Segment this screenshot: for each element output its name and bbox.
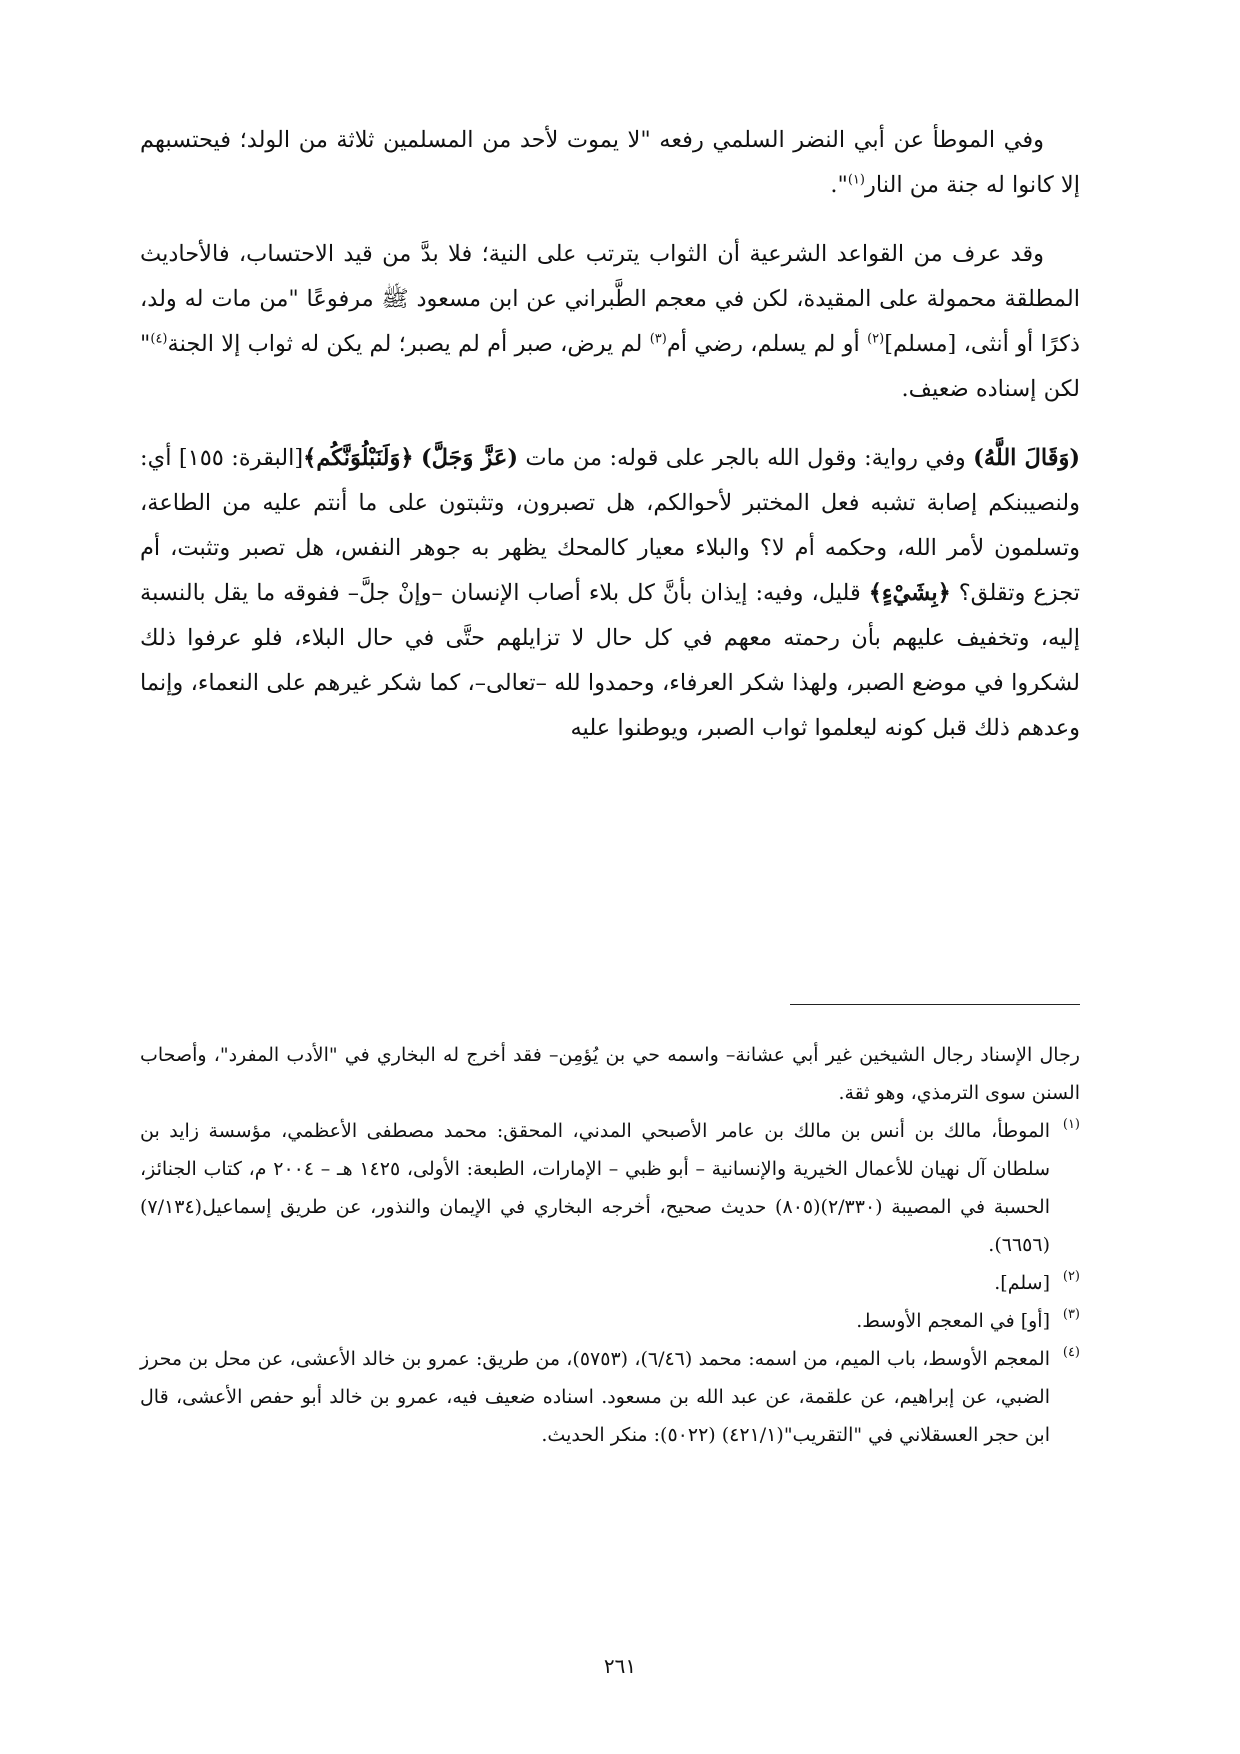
quran-quote: ﴿بِشَيْءٍ﴾ [868, 580, 951, 606]
paragraph-text: قليل، وفيه: إيذان بأنَّ كل بلاء أصاب الإنسان –وإنْ جلَّ– ففوقه ما يقل بالنسبة إليه، وتخفيف عليهم بأن رحمته معهم في كل حال لا تزايلهم حتَّى في حال البلاء، فلو عرفوا ذلك لشكروا في موضع الصبر، ولهذا شكر العرفاء، وحمدوا لله –تعالى–، كما شكر غيرهم على النعماء، وإنما وعدهم ذلك قبل كونه ليعلموا ثواب الصبر، ويوطنوا عليه [140, 580, 1080, 741]
paragraph-text: لم يرض، صبر أم لم يصبر؛ لم يكن له ثواب إلا الجنة [167, 331, 650, 357]
paragraph-text: ". [830, 172, 848, 198]
footnote-text: المعجم الأوسط، باب الميم، من اسمه: محمد (٦/٤٦)، (٥٧٥٣)، من طريق: عمرو بن خالد الأعشى، عن محل بن محرز الضبي، عن إبراهيم، عن علقمة، عن عبد الله بن مسعود. اسناده ضعيف فيه، عمرو بن خالد أبو حفص الأعشى، قال ابن حجر العسقلاني في "التقريب"(٤٢١/١) (٥٠٢٢): منكر الحديث. [140, 1348, 1050, 1446]
paragraph-muwatta [140, 118, 1080, 208]
footnote-3 [140, 1302, 1080, 1340]
bold-phrase: (وَقَالَ اللَّهُ) [973, 445, 1080, 471]
paragraph-intention [140, 232, 1080, 412]
paragraph-text: [البقرة: ١٥٥] أي: ولنصيبنكم إصابة تشبه فعل المختبر لأحوالكم، هل تصبرون، وتثبتون على ما أنتم عليه من الطاعة، وتسلمون لأمر الله، وحكمه أم لا؟ والبلاء معيار كالمحك يظهر به جوهر النفس، هل تصبر وتثبت، أم تجزع وتقلق؟ [140, 445, 1080, 606]
main-text [140, 118, 1080, 751]
footnote-4 [140, 1340, 1080, 1454]
paragraph-text: أو لم يسلم، رضي أم [666, 331, 868, 357]
footnote-number: (٤) [1062, 1345, 1080, 1360]
footnote-2 [140, 1264, 1080, 1302]
footnote-number: (٢) [1062, 1269, 1080, 1284]
paragraph-text: " لكن إسناده ضعيف. [140, 331, 1080, 402]
footnote-ref-1[interactable]: (١) [847, 172, 865, 188]
paragraph-text [414, 445, 421, 471]
quran-quote: ﴿وَلَنَبْلُوَنَّكُم﴾ [303, 445, 414, 471]
footnote-text: [أو] في المعجم الأوسط. [856, 1310, 1050, 1332]
footnotes [140, 1036, 1080, 1454]
paragraph-text: وفي رواية: وقول الله بالجر على قوله: من مات [517, 445, 974, 471]
page-number: ٢٦١ [603, 1654, 637, 1678]
footnote-ref-3[interactable]: (٣) [649, 331, 667, 347]
footnote-1 [140, 1112, 1080, 1264]
paragraph-text: وفي الموطأ عن أبي النضر السلمي رفعه "لا يموت لأحد من المسلمين ثلاثة من الولد؛ فيحتسبهم إلا كانوا له جنة من النار [140, 127, 1080, 198]
footnote-ref-2[interactable]: (٢) [867, 331, 885, 347]
footnote-text: الموطأ، مالك بن أنس بن مالك بن عامر الأصبحي المدني، المحقق: محمد مصطفى الأعظمي، مؤسسة زايد بن سلطان آل نهيان للأعمال الخيرية والإنسانية – أبو ظبي – الإمارات، الطبعة: الأولى، ١٤٢٥ هـ – ٢٠٠٤ م، كتاب الجنائز، الحسبة في المصيبة (٢/٣٣٠)(٨٠٥) حديث صحيح، أخرجه البخاري في الإيمان والنذور، عن طريق إسماعيل(٧/١٣٤)(٦٦٥٦). [140, 1120, 1050, 1256]
footnote-ref-4[interactable]: (٤) [150, 331, 168, 347]
paragraph-quran-commentary [140, 436, 1080, 751]
footnote-number: (١) [1062, 1117, 1080, 1132]
bold-phrase: (عَزَّ وَجَلَّ) [420, 445, 518, 471]
footnote-separator [790, 1004, 1080, 1005]
footnote-number: (٣) [1062, 1307, 1080, 1322]
footnote-text: [سلم]. [994, 1272, 1050, 1294]
footnote-continuation: رجال الإسناد رجال الشيخين غير أبي عشانة– واسمه حي بن يُؤمِن– فقد أخرج له البخاري في "الأدب المفرد"، وأصحاب السنن سوى الترمذي، وهو ثقة. [140, 1044, 1080, 1104]
paragraph-text: وقد عرف من القواعد الشرعية أن الثواب يترتب على النية؛ فلا بدَّ من قيد الاحتساب، فالأحاديث المطلقة محمولة على المقيدة، لكن في معجم الطَّبراني عن ابن مسعود ﷺ مرفوعًا "من مات له ولد، ذكرًا أو أنثى، [مسلم] [140, 241, 1080, 357]
